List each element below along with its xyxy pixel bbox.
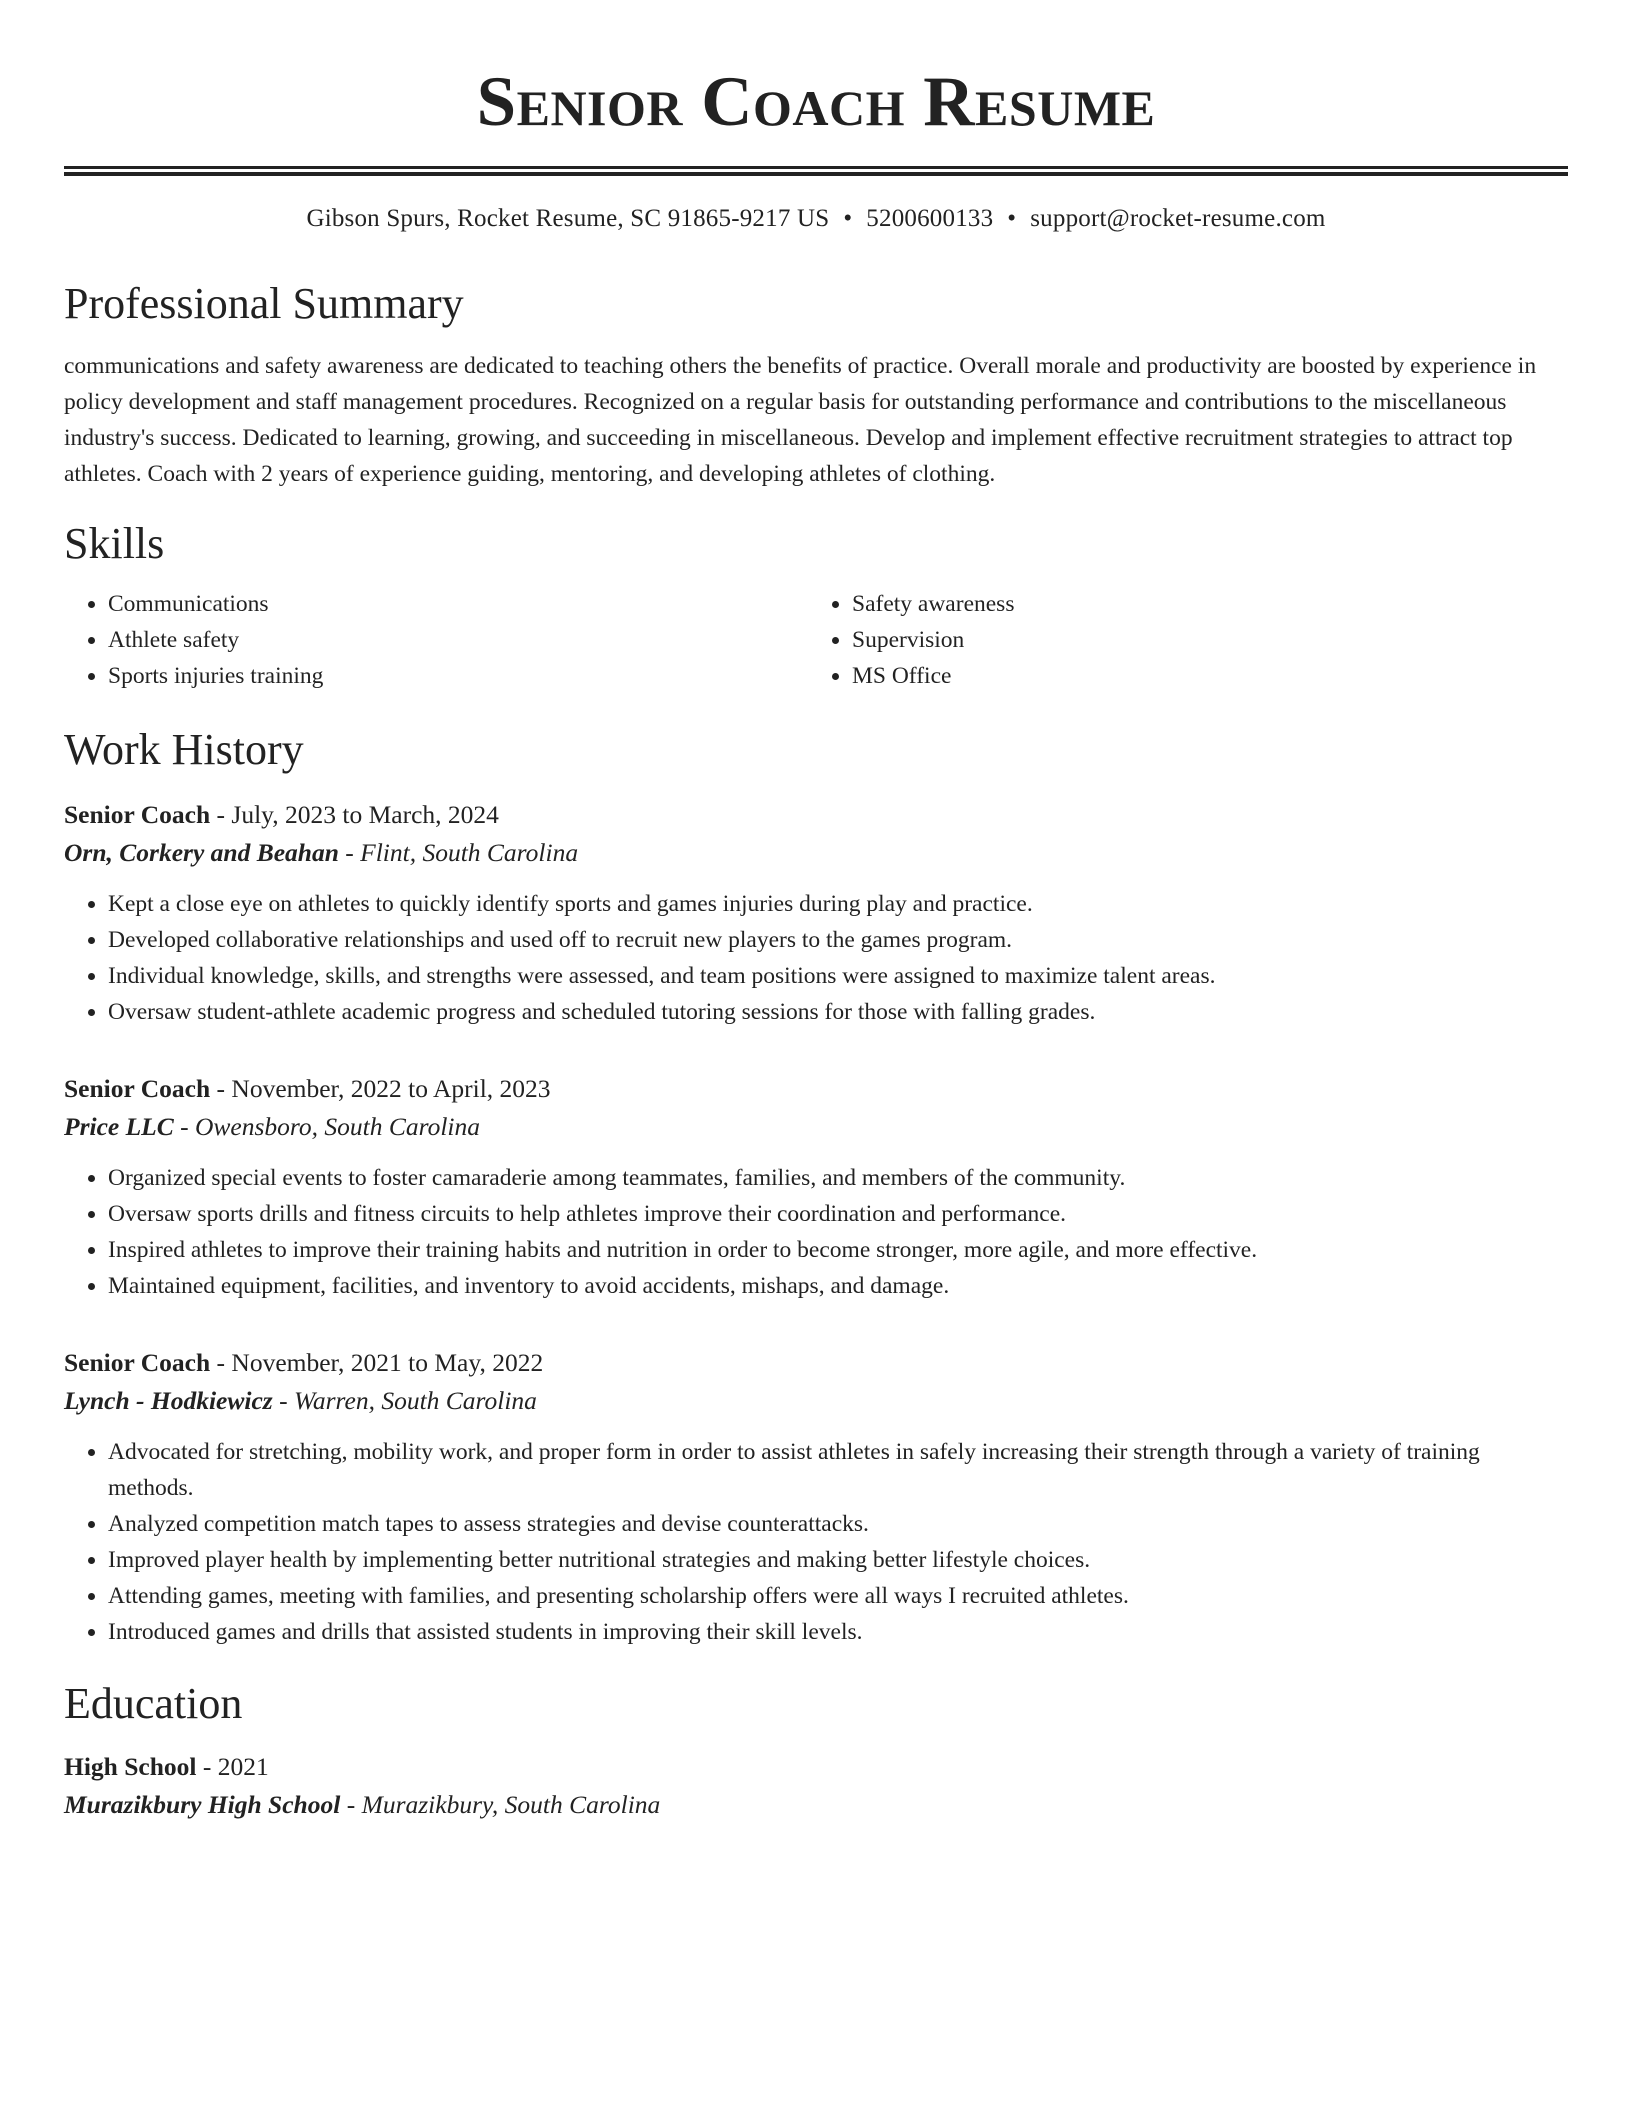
job-title: Senior Coach xyxy=(64,800,211,829)
resume-title: Senior Coach Resume xyxy=(476,63,1156,141)
job-entry xyxy=(64,1070,1568,1304)
job-title: Senior Coach xyxy=(64,1074,211,1103)
job-employer xyxy=(64,834,1568,872)
education-entry xyxy=(64,1748,1568,1824)
skill-item: • Sports injuries training xyxy=(108,658,808,694)
skill-item: • Communications xyxy=(108,586,808,622)
job-heading xyxy=(64,796,1568,834)
job-bullet: • Developed collaborative relationships and used off to recruit new players to the games program. xyxy=(108,922,1568,958)
contact-phone: 5200600133 xyxy=(866,205,994,232)
contact-separator: • xyxy=(1007,205,1017,232)
education-year: - 2021 xyxy=(196,1752,269,1781)
skills-column-right xyxy=(808,586,1552,694)
job-bullet: • Inspired athletes to improve their training habits and nutrition in order to become stronger, more agile, and more effective. xyxy=(108,1232,1568,1268)
job-dates: - July, 2023 to March, 2024 xyxy=(210,800,499,829)
job-entry xyxy=(64,1344,1568,1650)
job-bullet: • Analyzed competition match tapes to assess strategies and devise counterattacks. xyxy=(108,1506,1568,1542)
skills-list xyxy=(64,586,1568,694)
education-heading: Education xyxy=(64,1679,243,1728)
job-entry xyxy=(64,796,1568,1030)
job-employer xyxy=(64,1108,1568,1146)
skill-item: • MS Office xyxy=(852,658,1552,694)
skills-heading: Skills xyxy=(64,519,165,568)
job-bullet: • Oversaw student-athlete academic progress and scheduled tutoring sessions for those with falling grades. xyxy=(108,994,1568,1030)
job-title: Senior Coach xyxy=(64,1348,211,1377)
education-degree: High School xyxy=(64,1752,197,1781)
skill-item: • Safety awareness xyxy=(852,586,1552,622)
job-dates: - November, 2021 to May, 2022 xyxy=(210,1348,544,1377)
job-bullet: • Individual knowledge, skills, and strengths were assessed, and team positions were assigned to maximize talent areas. xyxy=(108,958,1568,994)
contact-address: Gibson Spurs, Rocket Resume, SC 91865-9217 US xyxy=(306,205,830,232)
contact-separator: • xyxy=(843,205,853,232)
job-company: Orn, Corkery and Beahan xyxy=(64,838,339,867)
skill-item: • Athlete safety xyxy=(108,622,808,658)
job-bullet: • Maintained equipment, facilities, and inventory to avoid accidents, mishaps, and damage. xyxy=(108,1268,1568,1304)
work-history-heading: Work History xyxy=(64,725,304,774)
job-bullet: • Introduced games and drills that assisted students in improving their skill levels. xyxy=(108,1614,1568,1650)
summary-text: communications and safety awareness are dedicated to teaching others the benefits of practice. Overall morale and productivity are boosted by experience in policy development and staff management procedures. Recognized on a regular basis for outstanding performance and contributions to the miscellaneous industry's success. Dedicated to learning, growing, and succeeding in miscellaneous. Develop and implement effective recruitment strategies to attract top athletes. Coach with 2 years of experience guiding, mentoring, and developing athletes of clothing. xyxy=(64,353,1537,487)
job-bullet: • Attending games, meeting with families, and presenting scholarship offers were all ways I recruited athletes. xyxy=(108,1578,1568,1614)
job-location: - Warren, South Carolina xyxy=(272,1386,537,1415)
education-degree-line xyxy=(64,1748,1568,1786)
job-location: - Owensboro, South Carolina xyxy=(173,1112,481,1141)
job-bullet: • Improved player health by implementing better nutritional strategies and making better lifestyle choices. xyxy=(108,1542,1568,1578)
job-bullets xyxy=(64,1434,1568,1650)
contact-email: support@rocket-resume.com xyxy=(1030,205,1326,232)
skill-item: • Supervision xyxy=(852,622,1552,658)
education-school: Murazikbury High School xyxy=(64,1790,341,1819)
job-heading xyxy=(64,1070,1568,1108)
job-bullet: • Advocated for stretching, mobility work, and proper form in order to assist athletes in safely increasing their strength through a variety of training methods. xyxy=(108,1434,1568,1506)
education-location: - Murazikbury, South Carolina xyxy=(340,1790,661,1819)
title-divider xyxy=(64,166,1568,176)
job-company: Lynch - Hodkiewicz xyxy=(64,1386,273,1415)
contact-line xyxy=(64,202,1568,236)
job-bullets xyxy=(64,1160,1568,1304)
summary-heading: Professional Summary xyxy=(64,279,464,328)
job-bullet: • Oversaw sports drills and fitness circuits to help athletes improve their coordination and performance. xyxy=(108,1196,1568,1232)
job-bullet: • Organized special events to foster camaraderie among teammates, families, and members of the community. xyxy=(108,1160,1568,1196)
job-heading xyxy=(64,1344,1568,1382)
skills-column-left xyxy=(64,586,808,694)
education-school-line xyxy=(64,1786,1568,1824)
job-bullets xyxy=(64,886,1568,1030)
job-bullet: • Kept a close eye on athletes to quickly identify sports and games injuries during play and practice. xyxy=(108,886,1568,922)
job-company: Price LLC xyxy=(64,1112,174,1141)
job-location: - Flint, South Carolina xyxy=(338,838,579,867)
job-dates: - November, 2022 to April, 2023 xyxy=(210,1074,551,1103)
job-employer xyxy=(64,1382,1568,1420)
